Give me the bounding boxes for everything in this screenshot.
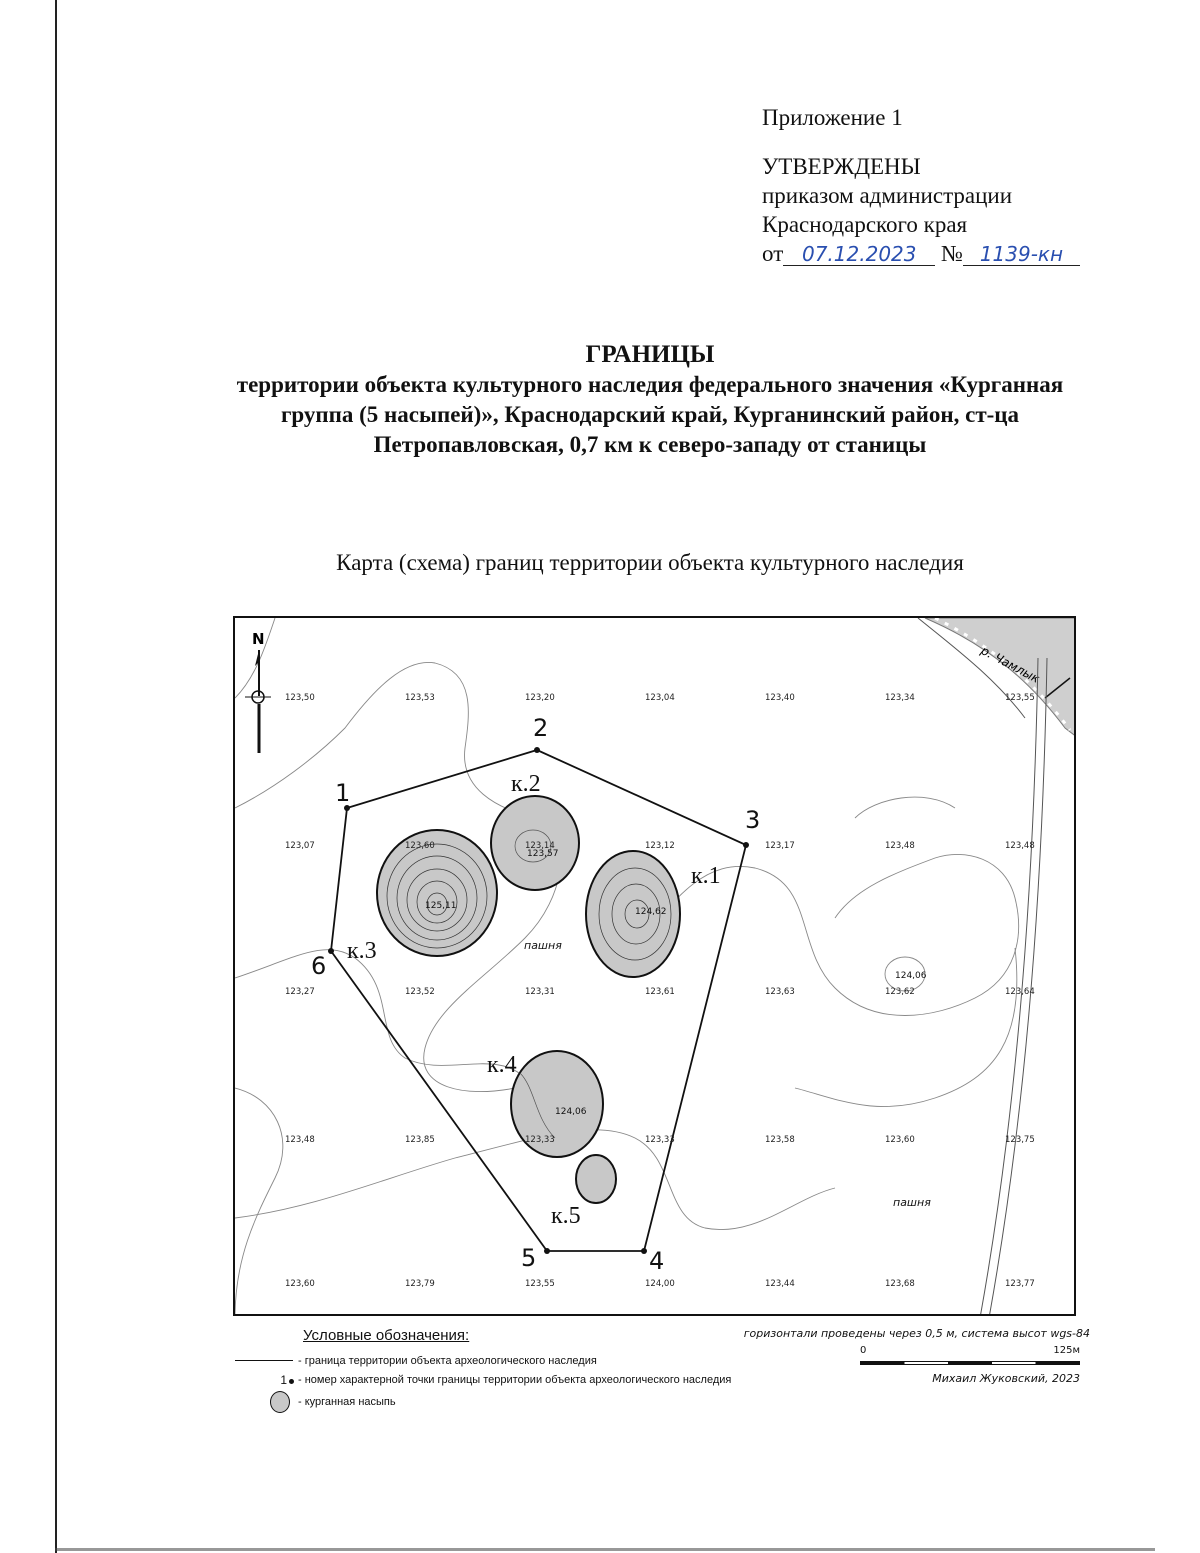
grid-elevation-label: 123,14 bbox=[525, 841, 555, 851]
point-label-3: 3 bbox=[745, 806, 761, 834]
grid-elevation-label: 123,79 bbox=[405, 1279, 435, 1289]
grid-elevation-label: 123,61 bbox=[645, 987, 675, 997]
boundary-vertex bbox=[328, 948, 334, 954]
grid-elevation-label: 123,63 bbox=[765, 987, 795, 997]
scan-edge bbox=[55, 0, 57, 1553]
elevation-k2: 123,57 bbox=[527, 849, 559, 859]
scan-edge-bottom bbox=[55, 1548, 1155, 1551]
mound-symbol bbox=[230, 1391, 298, 1413]
grid-elevation-label: 123,07 bbox=[285, 841, 315, 851]
field-label: пашня bbox=[893, 1196, 931, 1209]
mound-k3 bbox=[377, 830, 497, 956]
legend-mound bbox=[230, 1391, 396, 1413]
grid-elevation-label: 123,40 bbox=[765, 693, 795, 703]
point-label-2: 2 bbox=[533, 714, 549, 742]
grid-elevation-label: 123,53 bbox=[405, 693, 435, 703]
mound-label-k5: к.5 bbox=[551, 1203, 581, 1229]
mound-label-k4: к.4 bbox=[487, 1052, 517, 1078]
boundary-vertex bbox=[641, 1248, 647, 1254]
elevation-k3: 125,11 bbox=[425, 901, 457, 911]
mound-label-k3: к.3 bbox=[347, 938, 377, 964]
boundary-map bbox=[233, 616, 1076, 1316]
grid-elevation-label: 123,64 bbox=[1005, 987, 1035, 997]
grid-elevation-label: 123,50 bbox=[285, 693, 315, 703]
elevation-k1: 124,62 bbox=[635, 907, 667, 917]
river-label: р. Чамлык bbox=[978, 643, 1042, 686]
grid-elevation-label: 123,68 bbox=[885, 1279, 915, 1289]
approval-header bbox=[762, 103, 1080, 268]
legend-title: Условные обозначения: bbox=[303, 1327, 470, 1344]
map-author: Михаил Жуковский, 2023 bbox=[932, 1372, 1080, 1385]
boundary-vertex bbox=[534, 747, 540, 753]
document-title bbox=[120, 340, 1180, 460]
approved-line-1: приказом администрации bbox=[762, 183, 1013, 208]
grid-elevation-label: 123,60 bbox=[285, 1279, 315, 1289]
map-svg bbox=[235, 618, 1076, 1316]
river bbox=[925, 618, 1076, 738]
grid-elevation-label: 123,20 bbox=[525, 693, 555, 703]
mound-label-k1: к.1 bbox=[691, 863, 721, 889]
grid-elevation-label: 124,00 bbox=[645, 1279, 675, 1289]
point-label-4: 4 bbox=[649, 1247, 665, 1275]
grid-elevation-label: 123,60 bbox=[885, 1135, 915, 1145]
point-label-6: 6 bbox=[311, 952, 327, 980]
approved-label: УТВЕРЖДЕНЫ bbox=[762, 154, 921, 179]
number-sign: № bbox=[941, 241, 963, 266]
grid-elevation-label: 123,55 bbox=[1005, 693, 1035, 703]
order-number: 1139-кн bbox=[963, 243, 1080, 266]
order-date: 07.12.2023 bbox=[783, 243, 935, 266]
mound-shape bbox=[576, 1155, 616, 1203]
point-label-1: 1 bbox=[335, 779, 351, 807]
scale-end: 125м bbox=[1053, 1345, 1080, 1356]
title-main: ГРАНИЦЫ bbox=[585, 341, 715, 368]
mound-label-k2: к.2 bbox=[511, 771, 541, 797]
grid-elevation-label: 123,44 bbox=[765, 1279, 795, 1289]
title-sub: территории объекта культурного наследия федерального значения «Курганная группа (5 насыпей)», Краснодарский край, Курганинский район, ст-ца Петропавловская, 0,7 км к северо-западу от станицы bbox=[236, 372, 1064, 457]
contour-note: горизонтали проведены через 0,5 м, система высот wgs-84 bbox=[743, 1327, 1090, 1340]
grid-elevation-label: 123,48 bbox=[1005, 841, 1035, 851]
map-caption: Карта (схема) границ территории объекта культурного наследия bbox=[336, 550, 964, 575]
grid-elevation-label: 123,52 bbox=[405, 987, 435, 997]
grid-elevation-label: 123,33 bbox=[525, 1135, 555, 1145]
boundary-vertex bbox=[544, 1248, 550, 1254]
elevation-extra: 124,06 bbox=[895, 971, 927, 981]
scale-bar bbox=[860, 1345, 1080, 1375]
grid-elevation-label: 123,48 bbox=[285, 1135, 315, 1145]
grid-elevation-label: 123,33 bbox=[645, 1135, 675, 1145]
elevation-k4: 124,06 bbox=[555, 1107, 587, 1117]
grid-elevation-label: 123,85 bbox=[405, 1135, 435, 1145]
legend-mound-text: - курганная насыпь bbox=[298, 1395, 396, 1408]
river-area bbox=[925, 618, 1076, 738]
grid-elevation-label: 123,77 bbox=[1005, 1279, 1035, 1289]
legend-boundary-text: - граница территории объекта археологического наследия bbox=[298, 1355, 597, 1367]
north-arrow bbox=[245, 630, 271, 753]
grid-elevation-label: 123,27 bbox=[285, 987, 315, 997]
grid-elevation-label: 123,12 bbox=[645, 841, 675, 851]
point-label-5: 5 bbox=[521, 1244, 537, 1272]
legend-boundary bbox=[230, 1355, 597, 1367]
grid-elevation-label: 123,04 bbox=[645, 693, 675, 703]
grid-elevation-label: 123,34 bbox=[885, 693, 915, 703]
contour-line bbox=[235, 950, 525, 1078]
scale-start: 0 bbox=[860, 1345, 867, 1356]
road bbox=[918, 618, 1047, 1316]
grid-elevation-label: 123,58 bbox=[765, 1135, 795, 1145]
map-legend bbox=[230, 1327, 1090, 1437]
approved-line-2: Краснодарского края bbox=[762, 212, 968, 237]
contour-line bbox=[855, 797, 955, 818]
point-symbol: 1 bbox=[230, 1373, 298, 1387]
grid-elevation-label: 123,62 bbox=[885, 987, 915, 997]
grid-elevation-label: 123,48 bbox=[885, 841, 915, 851]
grid-elevation-label: 123,31 bbox=[525, 987, 555, 997]
grid-elevation-label: 123,60 bbox=[405, 841, 435, 851]
field-label: пашня bbox=[524, 939, 562, 952]
order-date-row bbox=[762, 239, 1080, 268]
contour-line bbox=[235, 1088, 283, 1316]
boundary-vertex bbox=[743, 842, 749, 848]
appendix-label: Приложение 1 bbox=[762, 105, 903, 130]
grid-elevation-label: 123,75 bbox=[1005, 1135, 1035, 1145]
grid-elevation-label: 123,55 bbox=[525, 1279, 555, 1289]
grid-elevation-label: 123,17 bbox=[765, 841, 795, 851]
mound-k5 bbox=[576, 1155, 616, 1203]
date-prefix: от bbox=[762, 241, 784, 266]
legend-point-text: - номер характерной точки границы территории объекта археологического наследия bbox=[298, 1373, 732, 1386]
north-label: N bbox=[252, 630, 265, 648]
legend-point bbox=[230, 1373, 731, 1387]
